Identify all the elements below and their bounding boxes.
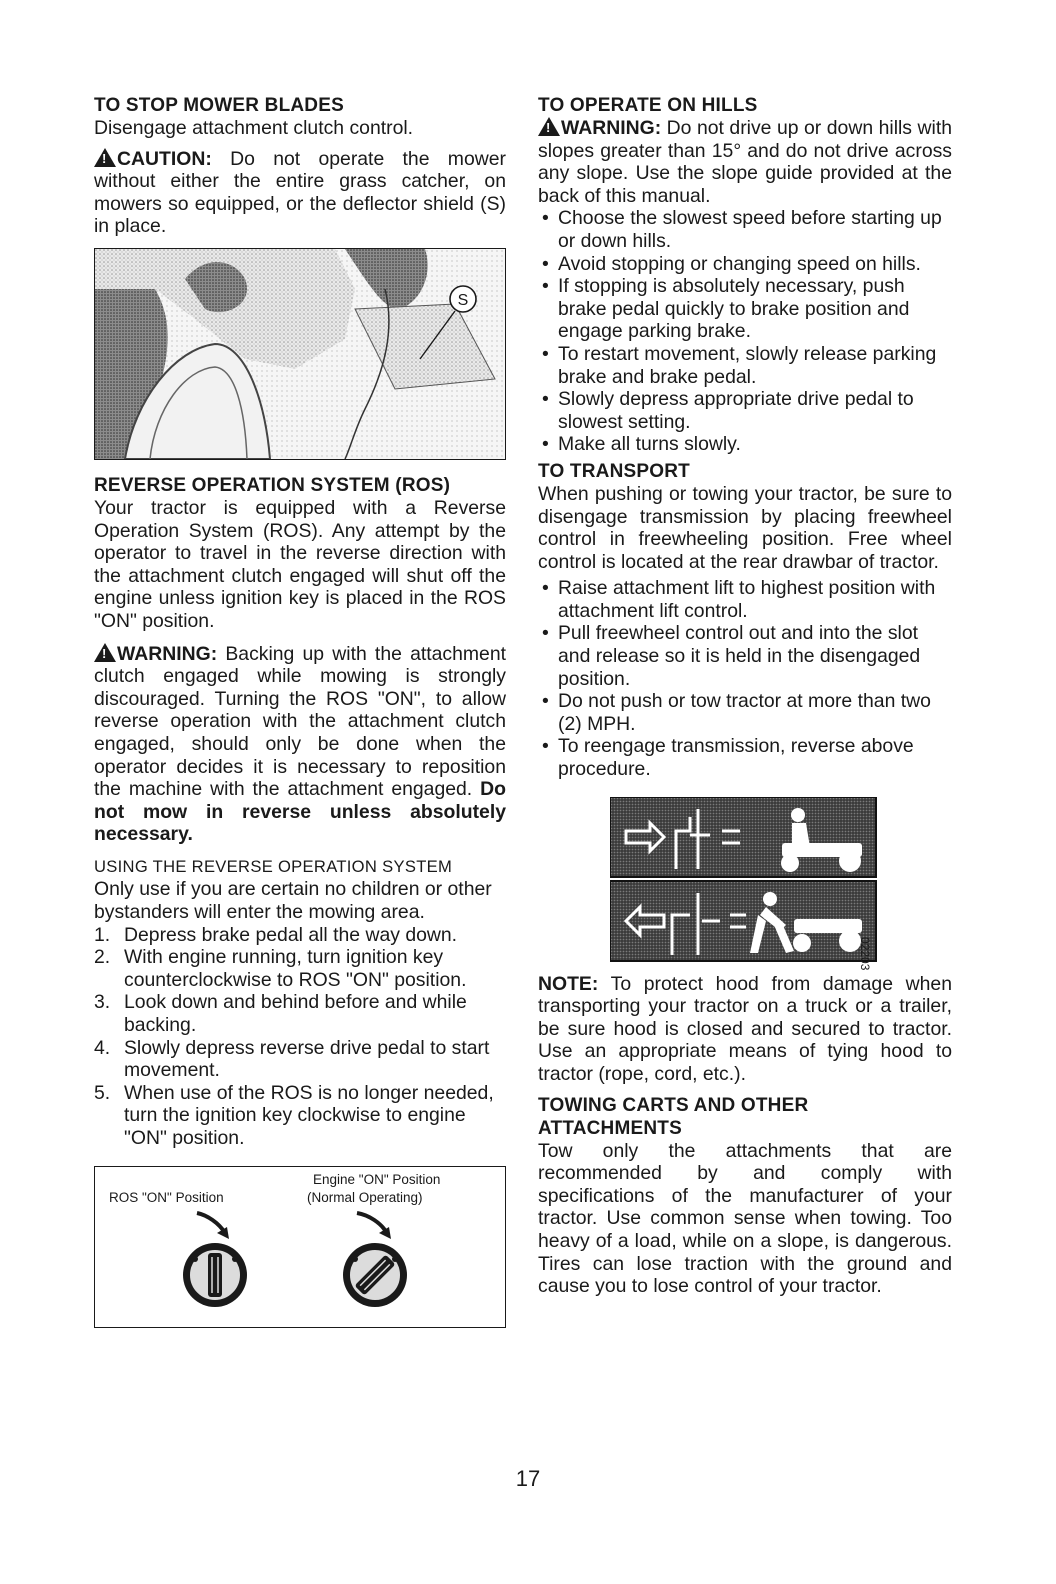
hills-warning-paragraph — [538, 117, 952, 207]
towing-heading: TOWING CARTS AND OTHER ATTACHMENTS — [538, 1094, 809, 1139]
engine-on-position-label: Engine "ON" Position — [313, 1171, 441, 1187]
stop-blades-heading: TO STOP MOWER BLADES — [94, 95, 344, 116]
note-text: To protect hood from damage when transporting your tractor on a truck or a trailer, be sure hood is closed and secured to tractor. Use an appropriate means of tying hood to tractor (rope, cord, etc.). — [538, 972, 952, 1085]
normal-operating-label: (Normal Operating) — [307, 1189, 423, 1205]
ros-warning-text: Backing up with the attachment clutch engaged while mowing is strongly discouraged. Turning the ROS "ON", to allow reverse operation with the attachment clutch engaged, should only be done when the operator decides it is necessary to reposition the machine with the attachment engaged. — [94, 642, 506, 801]
deflector-shield-figure — [94, 248, 506, 460]
caution-text: Do not operate the mower without either the entire grass catcher, on mowers so equipped, or the deflector shield (S) in place. — [94, 147, 506, 238]
ignition-switch-illustration — [95, 1167, 505, 1327]
list-item: • Make all turns slowly. — [538, 433, 952, 456]
list-item: • Pull freewheel control out and into the slot and release so it is held in the disengaged position. — [538, 622, 952, 690]
hills-warning-label: WARNING: — [561, 117, 662, 139]
hills-warning-icon — [538, 117, 560, 136]
list-item: • Slowly depress appropriate drive pedal to slowest setting. — [538, 388, 952, 433]
list-item: 2. With engine running, turn ignition key counterclockwise to ROS "ON" position. — [94, 946, 467, 991]
list-item: 4. Slowly depress reverse drive pedal to start movement. — [94, 1036, 490, 1082]
freewheel-decal-figure — [610, 797, 902, 970]
ros-on-position-label: ROS "ON" Position — [109, 1189, 224, 1205]
list-item: • To reengage transmission, reverse above procedure. — [538, 735, 952, 780]
list-item: 3. Look down and behind before and while backing. — [94, 991, 467, 1037]
ros-steps-list — [94, 924, 506, 1150]
caution-label: CAUTION: — [117, 147, 212, 170]
stop-blades-text: Disengage attachment clutch control. — [94, 117, 414, 139]
list-item: • Choose the slowest speed before starting up or down hills. — [538, 207, 952, 252]
transport-bullet-list — [538, 577, 952, 780]
note-paragraph — [538, 973, 952, 1086]
ros-heading: REVERSE OPERATION SYSTEM (ROS) — [94, 474, 451, 496]
caution-warning-icon — [94, 148, 116, 167]
figure-code: 02203 — [858, 936, 872, 970]
callout-s-label: S — [457, 291, 469, 309]
left-column — [94, 94, 506, 1328]
hills-bullet-list — [538, 207, 952, 456]
deflector-shield-illustration — [95, 249, 505, 459]
list-item: 1. Depress brake pedal all the way down. — [94, 923, 458, 946]
right-column — [538, 94, 952, 1298]
towing-text: Tow only the attachments that are recommended by and comply with specifications of the manufacturer of your tractor. Use common sense when towing. Too heavy of a load, while on a slope, is dangerous. Tires can lose traction with the ground and cause you to lose control of your tractor. — [538, 1139, 952, 1298]
caution-paragraph — [94, 148, 506, 238]
ros-warning-bold: Do not mow in reverse unless absolutely necessary. — [94, 778, 506, 846]
list-item: • To restart movement, slowly release parking brake and brake pedal. — [538, 343, 952, 388]
transport-heading: TO TRANSPORT — [538, 460, 690, 482]
ros-warning-paragraph — [94, 643, 506, 846]
note-label: NOTE: — [538, 972, 599, 995]
using-ros-heading: USING THE REVERSE OPERATION SYSTEM — [94, 856, 453, 876]
list-item: • Avoid stopping or changing speed on hills. — [538, 253, 952, 276]
ros-warning-label: WARNING: — [117, 642, 218, 665]
hills-heading: TO OPERATE ON HILLS — [538, 95, 758, 116]
list-item: • Do not push or tow tractor at more than two (2) MPH. — [538, 690, 952, 735]
transport-text: When pushing or towing your tractor, be sure to disengage transmission by placing freewheel control in freewheeling position. Free wheel control is located at the rear drawbar of tractor. — [538, 482, 952, 573]
list-item: • Raise attachment lift to highest position with attachment lift control. — [538, 577, 952, 622]
using-ros-text: Only use if you are certain no children or other bystanders will enter the mowing area. — [94, 878, 492, 924]
list-item: 5. When use of the ROS is no longer needed, turn the ignition key clockwise to engine "ON" position. — [94, 1081, 494, 1149]
ros-intro: Your tractor is equipped with a Reverse Operation System (ROS). Any attempt by the operator to travel in the reverse direction with the attachment clutch engaged will shut off the engine unless ignition key is placed in the ROS "ON" position. — [94, 496, 506, 632]
ros-warning-icon — [94, 643, 116, 662]
engine-on-switch-icon — [343, 1243, 407, 1307]
ros-on-switch-icon — [183, 1243, 247, 1307]
page-number: 17 — [515, 1466, 541, 1491]
ignition-key-figure — [94, 1166, 506, 1328]
hills-warning-text: Do not drive up or down hills with slopes greater than 15° and do not drive across any slope. Use the slope guide provided at the back of this manual. — [538, 117, 952, 207]
list-item: • If stopping is absolutely necessary, push brake pedal quickly to brake position and engage parking brake. — [538, 275, 952, 343]
